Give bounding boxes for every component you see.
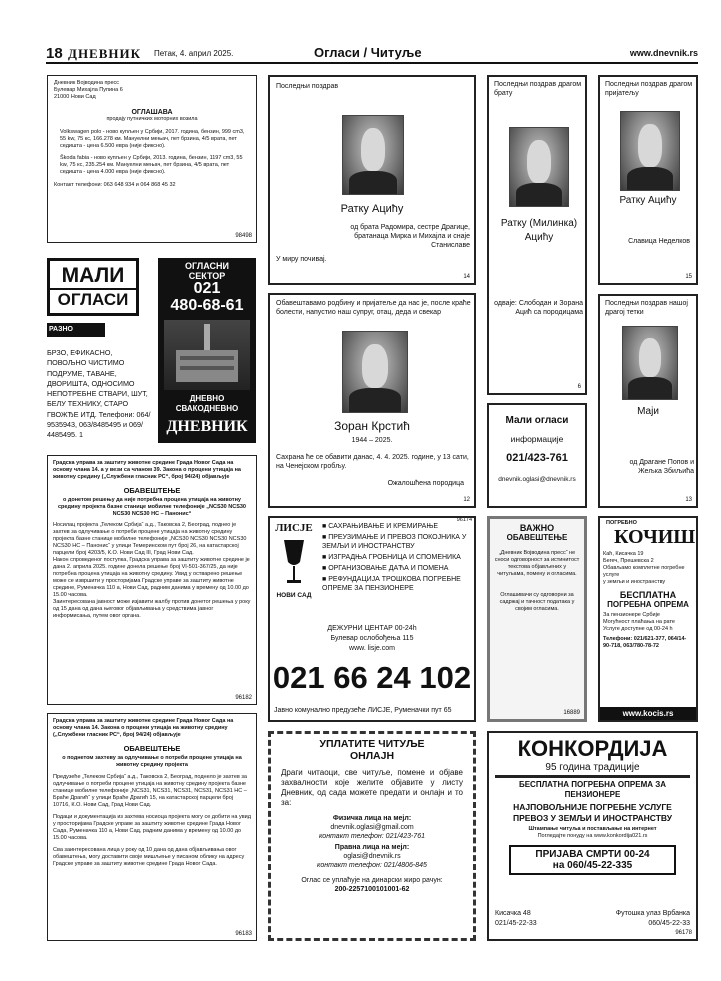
notice-title: ОБАВЕШТЕЊЕ bbox=[123, 744, 181, 753]
notice-body: Подаци и документација из захтева носиоца пројекта могу се добити на увид у просторијама Градске управе за заштиту животне средине Града Новог Сада, Руменачка 110 а, Нови Сад, радним данима у времену од 10.00 до 15.00 часова. bbox=[53, 814, 251, 841]
city-hall-illustration bbox=[164, 320, 250, 390]
sector-slogan-1: ДНЕВНО bbox=[189, 394, 225, 403]
kocis-line: у земљи и иностранству bbox=[603, 579, 666, 585]
goblet-icon bbox=[282, 538, 306, 588]
konkordija-line: Погледајте понуду на www.konkordija021.rs bbox=[537, 833, 648, 839]
notice-intro: Градска управа за заштиту животне средине Града Новог Сада на основу члана 14. Закона о процени утицаја на животну средину („Службени гласник РС“, број 94/24) објављује bbox=[53, 718, 234, 738]
obit-number: 13 bbox=[685, 497, 692, 503]
notice-subtitle: ОБАВЕШТЕЊЕ bbox=[506, 533, 568, 542]
obit-name: Зоран Крстић bbox=[334, 419, 410, 433]
lisje-web: www. lisje.com bbox=[349, 645, 395, 652]
service-item: ПРЕУЗИМАЊЕ И ПРЕВОЗ ПОКОЈНИКА У ЗЕМЉИ И ИНОСТРАНСТВУ bbox=[322, 534, 467, 550]
individual-label: Физичка лица на мејл: bbox=[332, 815, 412, 822]
obit-funeral: Сахрана ће се обавити данас, 4. 4. 2025. године, у 13 сати, на Ченејском гробљу. bbox=[276, 454, 469, 470]
sector-phone: 480-68-61 bbox=[170, 297, 244, 314]
issue-date: Петак, 4. април 2025. bbox=[154, 49, 234, 58]
company-city: 21000 Нови Сад bbox=[54, 94, 96, 100]
service-item: РЕФУНДАЦИЈА ТРОШКОВА ПОГРЕБНЕ ОПРЕМЕ ЗА ПЕНЗИОНЕРЕ bbox=[322, 576, 461, 592]
sector-code: 021 bbox=[193, 280, 221, 297]
lisje-address: Булевар ослобођења 115 bbox=[330, 635, 414, 642]
kocis-logo: КОЧИШ bbox=[614, 526, 696, 548]
kocis-line: Услуге доступне од 00-24 h bbox=[603, 626, 673, 632]
obit-label: Последњи поздрав bbox=[276, 83, 339, 90]
lisje-company: Јавно комунално предузеће ЛИСЈЕ, Руменачки пут 65 bbox=[274, 707, 452, 714]
ad-code: 98498 bbox=[235, 233, 252, 239]
company-email[interactable]: oglasi@dnevnik.rs bbox=[343, 853, 401, 860]
obit-name: Ратку Ацићу bbox=[340, 203, 404, 215]
environment-notice-2 bbox=[47, 713, 257, 941]
obituary-zoran bbox=[268, 293, 476, 508]
kocis-line: Обављамо комплетне погребне услуге bbox=[603, 565, 685, 578]
website: www.dnevnik.rs bbox=[629, 48, 698, 58]
obit-photo bbox=[620, 111, 680, 191]
obit-label: Последњи поздрав драгом брату bbox=[494, 81, 582, 97]
contact-info: информације bbox=[510, 434, 564, 444]
obit-from: од брата Радомира, сестре Драгице, братанаца Мирка и Михајла и снаје Станиславе bbox=[350, 224, 470, 249]
kocis-phones: Телефони: 021/621-377, 064/14-90-718, 063/780-78-72 bbox=[603, 636, 687, 649]
obit-photo bbox=[342, 331, 408, 413]
lisje-phone: 021 66 24 102 bbox=[272, 660, 472, 695]
kocis-pre: ПОГРЕБНО bbox=[606, 520, 637, 526]
notice-subtitle: о донетом решењу да није потребна процена утицаја на животну средину пројекта базне станице мобилне телефоније „NCS30 NCS30 NCS30 NCS30 НС – Панонис“ bbox=[58, 497, 246, 517]
konkordija-line: НАЈПОВОЉНИЈЕ ПОГРЕБНЕ УСЛУГЕ bbox=[513, 802, 672, 812]
obituary-ratko-1 bbox=[268, 75, 476, 285]
contact-email: dnevnik.oglasi@dnevnik.rs bbox=[498, 476, 576, 483]
notice-code: 96183 bbox=[235, 931, 252, 937]
page-header bbox=[46, 44, 698, 64]
bank-account: 200-2257100101001-62 bbox=[334, 886, 410, 893]
contact-phone: 021/423-761 bbox=[506, 452, 568, 464]
environment-notice-1 bbox=[47, 455, 257, 705]
obit-photo bbox=[342, 115, 404, 195]
ad-body: Драги читаоци, све читуље, помене и објаве захвалности које желите објавите у листу Дневник, од сада можете предати и онлајн и то за: bbox=[281, 768, 463, 807]
konkordija-line: ПРЕВОЗ У ЗЕМЉИ И ИНОСТРАНСТВУ bbox=[512, 813, 673, 823]
lisje-ad bbox=[268, 516, 476, 722]
sector-title: ОГЛАСНИ СЕКТОР bbox=[185, 261, 229, 281]
kocis-line: Могућност плаћања на рате bbox=[603, 619, 675, 625]
obit-number: 15 bbox=[685, 274, 692, 280]
obit-from: Славица Неделков bbox=[628, 238, 690, 245]
mali-oglasi-contact bbox=[487, 403, 587, 508]
konkordija-years: 95 година традиције bbox=[545, 762, 640, 773]
notice-body: Предузеће „Телеком Србија“ а.д., Таковска 2, Београд, поднело је захтев за одлучивање о потреби процене утицаја на животну средину пројекта базне станице мобилне телефоније „NCS31, NCS31, NCS31, NCS31, NCS31 НС – Браће Драгић“ у улици Браће Драгић 15, на катастарској парцели број 10716, К.О. Нови Сад, Град Нови Сад. bbox=[53, 774, 247, 808]
obit-label: Последњи поздрав нашој драгој тетки bbox=[605, 300, 688, 316]
obit-rip: У миру почивај. bbox=[276, 256, 327, 263]
obit-name: Ратку Ацићу bbox=[619, 195, 677, 206]
obituary-ratko-3 bbox=[598, 75, 698, 285]
lisje-code: 96174 bbox=[456, 517, 472, 523]
individual-phone: контакт телефон: 021/423-761 bbox=[319, 833, 425, 840]
company-phone: контакт телефон: 021/4806-845 bbox=[317, 862, 427, 869]
obit-from: од Драгане Попов и Жељка Збиљића bbox=[629, 459, 694, 475]
obit-label: Последњи поздрав драгом пријатељу bbox=[605, 81, 693, 97]
konkordija-ad bbox=[487, 731, 698, 941]
ad-title: ОГЛАШАВА bbox=[131, 109, 173, 116]
ad-subtitle: продају путничких моторних возила bbox=[106, 116, 198, 122]
kocis-line: Каћ, Кисачка 19 bbox=[603, 551, 644, 557]
obit-years: 1944 – 2025. bbox=[351, 437, 393, 444]
notice-title: ВАЖНО bbox=[519, 523, 555, 533]
lisje-services: ■ САХРАЊИВАЊЕ И КРЕМИРАЊЕ ■ ПРЕУЗИМАЊЕ И ПРЕВОЗ ПОКОЈНИКА У ЗЕМЉИ И ИНОСТРАНСТВУ ■ ИЗГРАДЊА ГРОБНИЦА И СПОМЕНИКА ■ ОРГАНИЗОВАЊЕ ДАЋА И ПОМЕНА ■ РЕФУНДАЦИЈА ТРОШКОВА ПОГРЕБНЕ ОПРЕМЕ ЗА ПЕНЗИОНЕРЕ bbox=[322, 523, 467, 592]
mali-oglasi-logo bbox=[47, 258, 139, 316]
service-item: ОРГАНИЗОВАЊЕ ДАЋА И ПОМЕНА bbox=[328, 565, 449, 572]
service-item: ИЗГРАДЊА ГРОБНИЦА И СПОМЕНИКА bbox=[328, 554, 461, 561]
classified-text: БРЗО, ЕФИКАСНО, ПОВОЉНО ЧИСТИМО ПОДРУМЕ, ТАВАНЕ, ДВОРИШТА, ОДНОСИМО НЕПОТРЕБНЕ СТВАРИ, ШУТ, БЕЛУ ТЕХНИКУ, СТАРО ГВОЖЂЕ ИТД. Телефони: 064/ 9535943, 063/8485495 и 069/ 4485495. 1 bbox=[47, 348, 151, 440]
company-label: Правна лица на мејл: bbox=[334, 844, 410, 851]
obit-photo bbox=[509, 127, 569, 207]
kocis-line: Бегеч, Прешевска 2 bbox=[603, 558, 654, 564]
payment-note: Оглас се уплаћује на динарски жиро рачун: bbox=[301, 877, 443, 884]
kocis-free-2: ПОГРЕБНА ОПРЕМА bbox=[607, 600, 689, 609]
contact-title: Мали огласи bbox=[505, 415, 569, 426]
lisje-center: ДЕЖУРНИ ЦЕНТАР 00-24h bbox=[327, 625, 417, 632]
logo-line1: МАЛИ bbox=[61, 264, 125, 287]
ad-item: Škoda fabia - ново купљен у Србији, 2013. година, бензин, 1197 cm3, 55 kw, 75 кс, 235.254 км. Мануелни мењач, пет брзина, 4/5 врата, пет седишта - цена 4.000 евра (није фиксно). bbox=[60, 155, 243, 175]
konkordija-line: Штампање читуља и постављање на интернет bbox=[528, 826, 657, 832]
obit-family: Ожалошћена породица bbox=[387, 480, 464, 487]
obit-intro: Обавештавамо родбину и пријатеље да нас је, после краће болести, напустио наш супруг, отац, деда и свекар bbox=[276, 300, 471, 316]
notice-body: Носилац пројекта „Телеком Србија“ а.д., Таковска 2, Београд, поднео је захтев за одлучивање о потреби процене утицаја на животну средину пројекта базне станице мобилне телефоније „NCS30 NCS30 NCS30 NCS30 NCS30 НС – Панонис“ у улици Темеринском пут број 26, на катастарској парцели број 4203/5, К.О. Нови Сад III, Град Нови Сад. bbox=[53, 522, 247, 556]
report-line-1: ПРИЈАВА СМРТИ 00-24 bbox=[535, 849, 650, 860]
obit-name: Маји bbox=[637, 406, 659, 417]
obit-number: 12 bbox=[463, 497, 470, 503]
important-notice bbox=[487, 516, 587, 722]
vehicle-sale-ad bbox=[47, 75, 257, 243]
obit-name: Ратку (Милинка) Ацићу bbox=[500, 218, 578, 243]
sector-logo: ДНЕВНИК bbox=[166, 418, 248, 435]
obituary-maji bbox=[598, 294, 698, 508]
notice-body: Након спроведеног поступка, Градска управа за заштиту животне средине је дана 2. априла 2025. године донела решење број VI-501-367/25, да није потребна процена утицаја на животну средину. Увид у остварено решење може се извршити у просторијама Градске управе за заштиту животне средине, Руменачка 110 а, Нови Сад, радним данима у времену од 10.00 до 15.00 часова. bbox=[53, 557, 250, 598]
lisje-city: НОВИ САД bbox=[276, 592, 312, 599]
lisje-logo: ЛИСЈЕ bbox=[275, 522, 313, 534]
divider bbox=[495, 775, 690, 778]
page-number: 18 bbox=[46, 45, 63, 62]
notice-code: 16889 bbox=[563, 710, 580, 716]
ad-contact: Контакт телефони: 063 648 934 и 064 868 45 32 bbox=[54, 182, 176, 188]
kocis-ad bbox=[598, 516, 698, 722]
service-item: САХРАЊИВАЊЕ И КРЕМИРАЊЕ bbox=[328, 523, 439, 530]
kocis-free-1: БЕСПЛАТНА bbox=[619, 590, 677, 600]
notice-body: Заинтересована јавност може изјавити жалбу против донетог решења у року од 15 дана од дана његовог објављивања у средствима јавног информисања, путем овог органа. bbox=[53, 599, 251, 619]
notice-subtitle: о поднетом захтеву за одлучивање о потреби процене утицаја на животну средину пројекта bbox=[62, 755, 242, 768]
obit-photo bbox=[622, 326, 678, 400]
company-name: Дневник Војводина пресс bbox=[54, 80, 120, 86]
sector-slogan-2: СВАКОДНЕВНО bbox=[175, 404, 239, 413]
newspaper-logo: ДНЕВНИК bbox=[68, 46, 142, 61]
address-1: Кисачка 48 bbox=[495, 910, 531, 917]
kocis-line: За пензионере Србије bbox=[603, 612, 660, 618]
obit-number: 14 bbox=[463, 274, 470, 280]
notice-title: ОБАВЕШТЕЊЕ bbox=[123, 486, 181, 495]
notice-intro: Градска управа за заштиту животне средине Града Новог Сада на основу члана 14. а у вези са чланом 39. Закона о процени утицаја на животну средину („Службени гласник РС“, број 94/24) објављује bbox=[53, 460, 241, 480]
mali-oglasi-block bbox=[47, 258, 153, 443]
ad-title: ОНЛАЈН bbox=[349, 750, 395, 762]
notice-body: Сва заинтересована лица у року од 10 дана од дана објављивања овог обавештења, могу доставити своје мишљење у писаном облику на адресу Градске управе за заштиту животне средине Града Новог Сада. bbox=[53, 847, 245, 867]
konkordija-title: КОНКОРДИЈА bbox=[517, 736, 668, 761]
address-1-phone: 021/45-22-33 bbox=[495, 920, 537, 927]
address-2-phone: 060/45-22-33 bbox=[648, 920, 690, 927]
obituary-ratko-2 bbox=[487, 75, 587, 395]
report-line-2: на 060/45-22-335 bbox=[552, 860, 633, 871]
obit-number: 6 bbox=[577, 384, 581, 390]
report-box bbox=[509, 845, 676, 875]
notice-text: „Дневник Војводина пресс“ не сноси одговорност за истинитост текстова објављених у читуљама, помену и огласима. bbox=[494, 550, 580, 577]
ad-item: Volkswagen polo - ново купљен у Србији, 2017. година, бензин, 999 cm3, 55 kw, 75 кс, 166.278 км. Мануелни мењач, пет брзина, 4/5 врата, пет седишта - цена 6.500 евра (није фиксно). bbox=[60, 129, 245, 149]
online-obituary-ad bbox=[268, 731, 476, 941]
obit-from: одваје: Слободан и Зорана Ацић са породицама bbox=[494, 300, 583, 316]
individual-email[interactable]: dnevnik.oglasi@gmail.com bbox=[330, 824, 414, 831]
address-2: Футошка улаз Врбанка bbox=[615, 910, 690, 917]
ad-title: УПЛАТИТЕ ЧИТУЉЕ bbox=[319, 738, 425, 750]
kocis-web: www.kocis.rs bbox=[600, 707, 696, 720]
category-tag: РАЗНО bbox=[47, 323, 105, 337]
section-title: Огласи / Читуље bbox=[314, 45, 422, 60]
ad-code: 96178 bbox=[675, 930, 692, 936]
company-address: Булевар Михајла Пупина 6 bbox=[54, 87, 123, 93]
notice-code: 96182 bbox=[235, 695, 252, 701]
logo-line2: ОГЛАСИ bbox=[50, 288, 136, 310]
konkordija-line: БЕСПЛАТНА ПОГРЕБНА ОПРЕМА ЗА ПЕНЗИОНЕРЕ bbox=[518, 780, 667, 799]
notice-text: Оглашивачи су одговорни за садржај и тачност података у својим огласима. bbox=[499, 592, 575, 612]
ad-sector-banner bbox=[158, 258, 256, 443]
